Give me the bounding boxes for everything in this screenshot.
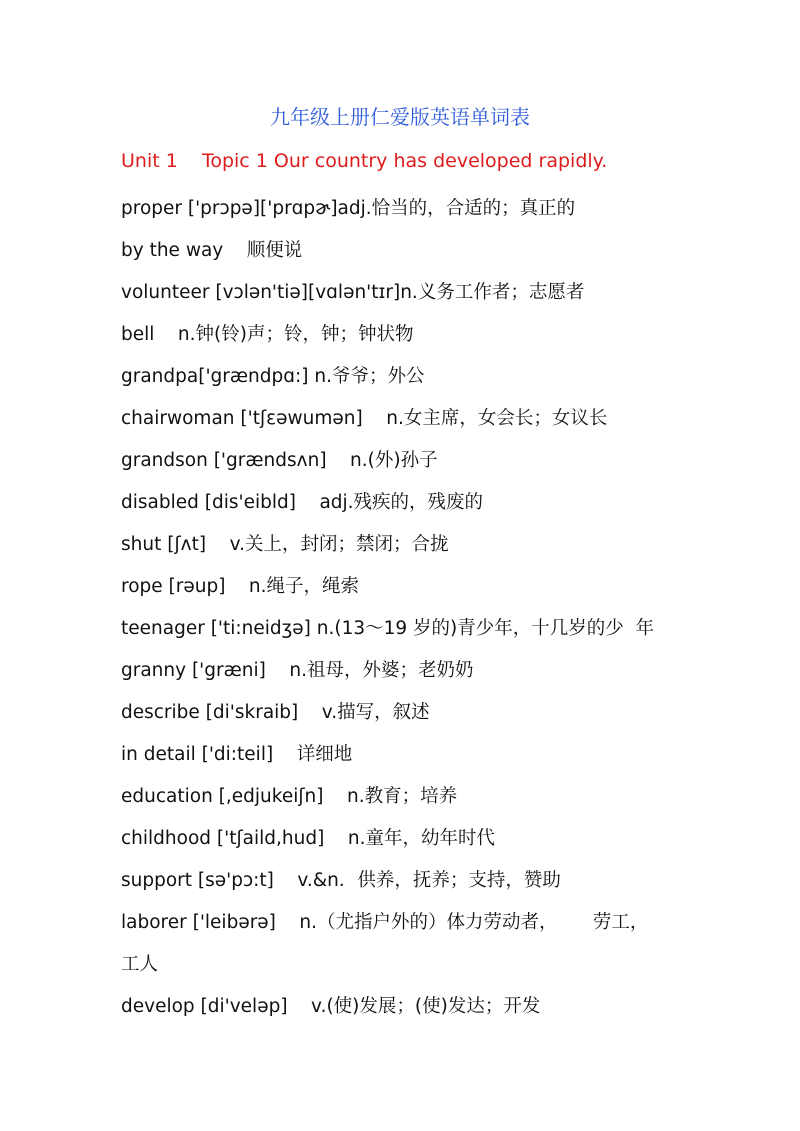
vocabulary-entry: rope [rəup] n.绳子，绳索 (121, 576, 360, 597)
vocabulary-entry: education [,edjukeiʃn] n.教育；培养 (121, 786, 458, 807)
vocabulary-entry: laborer ['leibərə] n.（尤指户外的）体力劳动者， 劳工， (121, 912, 649, 933)
vocabulary-entry: by the way 顺便说 (121, 240, 303, 261)
vocabulary-list (121, 188, 681, 1028)
vocabulary-entry-continuation: 工人 (121, 954, 159, 975)
vocabulary-entry: volunteer [vɔlən'tiə][vɑlən'tɪr]n.义务工作者；志愿者 (121, 282, 585, 303)
vocabulary-entry: in detail ['di:teil] 详细地 (121, 744, 353, 765)
unit-topic-heading: Unit 1 Topic 1 Our country has developed rapidly. (121, 150, 608, 172)
vocabulary-entry: teenager ['ti:neidʒə] n.(13～19 岁的)青少年，十几岁的少 年 (121, 618, 655, 639)
vocabulary-entry: bell n.钟(铃)声；铃，钟；钟状物 (121, 324, 414, 345)
vocabulary-entry: granny ['græni] n.祖母，外婆；老奶奶 (121, 660, 474, 681)
vocabulary-entry: grandson ['grændsʌn] n.(外)孙子 (121, 450, 438, 471)
vocabulary-entry: support [sə'pɔ:t] v.&n．供养，抚养；支持，赞助 (121, 870, 561, 891)
vocabulary-entry: proper ['prɔpə]['prɑpɚ]adj.恰当的，合适的；真正的 (121, 198, 576, 219)
vocabulary-entry: grandpa['grændpɑ:] n.爷爷；外公 (121, 366, 425, 387)
vocabulary-entry: chairwoman ['tʃεəwumən] n.女主席，女会长；女议长 (121, 408, 608, 429)
vocabulary-entry: describe [di'skraib] v.描写，叙述 (121, 702, 430, 723)
vocabulary-entry: childhood ['tʃaild,hud] n.童年，幼年时代 (121, 828, 495, 849)
document-title: 九年级上册仁爱版英语单词表 (270, 105, 530, 129)
vocabulary-entry: shut [ʃʌt] v.关上，封闭；禁闭；合拢 (121, 534, 449, 555)
vocabulary-entry: develop [di'veləp] v.(使)发展；(使)发达；开发 (121, 996, 541, 1017)
vocabulary-entry: disabled [dis'eibld] adj.残疾的，残废的 (121, 492, 484, 513)
